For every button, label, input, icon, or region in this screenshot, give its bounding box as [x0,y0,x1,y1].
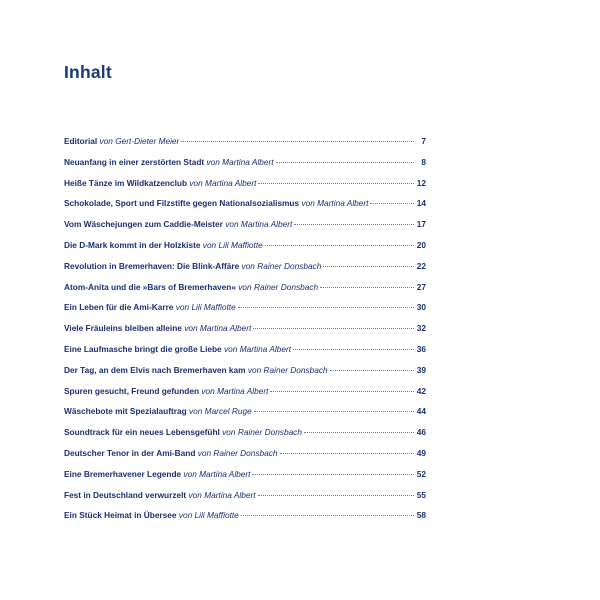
table-of-contents [64,135,426,530]
toc-entry-title: Die D-Mark kommt in der Holzkiste [64,239,201,250]
toc-entry-title: Fest in Deutschland verwurzelt [64,489,187,500]
dot-leader [253,328,414,329]
toc-entry-text [64,281,318,293]
toc-entry-title: Der Tag, an dem Elvis nach Bremerhaven kam [64,364,246,375]
toc-entry[interactable] [64,405,426,426]
toc-entry-text [64,447,278,459]
toc-entry-connector: von [241,260,255,271]
toc-entry-title: Spuren gesucht, Freund gefunden [64,385,200,396]
toc-entry-text [64,322,251,334]
toc-entry[interactable] [64,260,426,281]
toc-entry-text [64,509,239,521]
toc-entry-connector: von [175,302,190,313]
toc-entry[interactable] [64,343,426,364]
toc-entry-title: Vom Wäschejungen zum Caddie-Meister [64,219,223,230]
toc-entry[interactable] [64,509,426,530]
toc-entry-title: Revolution in Bremerhaven: Die Blink-Affäre [64,260,240,271]
dot-leader [238,307,414,308]
toc-entry-title: Neuanfang in einer zerstörten Stadt [64,156,205,167]
toc-entry-connector: von [202,239,217,250]
toc-entry-title: Editorial [64,136,98,146]
toc-entry-author: Martina Albert [317,198,369,209]
toc-entry-text [64,364,328,376]
toc-entry-text [64,301,236,313]
toc-entry-text [64,426,302,438]
toc-entry-author: Marcel Ruge [204,406,252,417]
dot-leader [270,391,413,392]
toc-entry-page-number: 32 [416,323,426,334]
toc-entry-connector: von [201,385,215,396]
toc-entry-text [64,177,256,189]
toc-entry-connector: von [225,219,239,230]
toc-entry-page-number: 17 [416,219,426,230]
toc-entry-page-number: 12 [416,177,426,188]
toc-entry-author: Martina Albert [204,489,256,500]
toc-entry-author: Martina Albert [199,323,252,334]
toc-entry-author: Rainer Donsbach [257,260,322,271]
toc-entry-author: Martina Albert [199,468,251,479]
dot-leader [276,162,414,163]
dot-leader [330,370,414,371]
toc-entry-title: Heiße Tänze im Wildkatzenclub [64,177,188,188]
toc-entry-title: Viele Fräuleins bleiben alleine [64,323,182,334]
toc-entry-page-number: 42 [416,385,426,396]
toc-entry[interactable] [64,281,426,302]
toc-entry-page-number: 14 [416,198,426,209]
dot-leader [241,515,414,516]
toc-entry-author: Martina Albert [240,219,293,230]
dot-leader [258,183,413,184]
toc-entry-text [64,197,368,209]
toc-entry-author: Rainer Donsbach [237,427,302,438]
page-title: Inhalt [64,62,112,82]
toc-entry[interactable] [64,489,426,510]
toc-entry-text [64,260,321,272]
dot-leader [293,349,414,350]
toc-entry-page-number: 7 [421,136,426,146]
toc-entry-connector: von [178,510,193,521]
toc-entry[interactable] [64,197,426,218]
toc-entry-page-number: 27 [416,281,426,292]
toc-entry-page-number: 46 [416,427,426,438]
toc-entry-page-number: 22 [416,260,426,271]
toc-entry-author: Rainer Donsbach [213,447,278,458]
toc-entry-title: Ein Leben für die Ami-Karre [64,302,174,313]
toc-entry-connector: von [301,198,315,209]
toc-entry-title: Eine Laufmasche bringt die große Liebe [64,343,222,354]
toc-entry-connector: von [223,343,238,354]
dot-leader [280,453,414,454]
toc-entry-connector: von [197,447,212,458]
toc-entry-page-number: 52 [416,468,426,479]
toc-entry[interactable] [64,239,426,260]
dot-leader [252,474,413,475]
toc-entry-author: Lili Maffiotte [194,510,239,521]
toc-entry-page-number: 30 [416,302,426,313]
toc-entry-text [64,468,250,480]
toc-entry-text [64,405,252,417]
toc-entry-page-number: 8 [421,156,426,167]
toc-entry-author: Lili Maffiotte [191,302,236,313]
toc-entry-page-number: 39 [416,364,426,375]
dot-leader [304,432,414,433]
dot-leader [294,224,414,225]
toc-entry[interactable] [64,301,426,322]
toc-entry[interactable] [64,426,426,447]
dot-leader [370,203,413,204]
dot-leader [320,287,414,288]
toc-entry-page-number: 49 [416,447,426,458]
dot-leader [254,411,414,412]
toc-entry-connector: von [183,468,197,479]
toc-entry-author: Martina Albert [222,156,274,167]
toc-entry-author: Martina Albert [205,177,257,188]
toc-entry-text [64,343,291,355]
dot-leader [265,245,414,246]
toc-entry[interactable] [64,218,426,239]
toc-entry-author: Lili Maffiotte [218,239,263,250]
toc-entry-title: Deutscher Tenor in der Ami-Band [64,447,196,458]
toc-entry[interactable] [64,364,426,385]
toc-entry-title: Wäschebote mit Spezialauftrag [64,406,187,417]
toc-entry-connector: von [238,281,252,292]
toc-entry[interactable] [64,385,426,406]
toc-entry-title: Ein Stück Heimat in Übersee [64,510,177,521]
toc-entry-author: Rainer Donsbach [253,281,319,292]
toc-entry-page-number: 36 [416,343,426,354]
toc-entry-connector: von [188,406,203,417]
toc-entry-connector: von [222,427,236,438]
toc-entry-page-number: 55 [416,489,426,500]
toc-entry-author: Martina Albert [217,385,269,396]
toc-entry-text [64,239,263,251]
toc-entry-text [64,489,256,501]
toc-entry-connector: von [188,489,202,500]
toc-entry-connector: von [189,177,203,188]
toc-entry-author: Rainer Donsbach [263,364,328,375]
toc-entry[interactable] [64,177,426,198]
toc-entry-text [64,385,268,397]
toc-entry[interactable] [64,322,426,343]
toc-entry-connector: von [184,323,198,334]
toc-entry-title: Eine Bremerhavener Legende [64,468,182,479]
toc-entry-connector: von [247,364,262,375]
toc-entry-text [64,156,274,168]
toc-entry[interactable] [64,135,426,156]
dot-leader [323,266,413,267]
toc-entry-author: Gert-Dieter Meier [115,136,180,146]
toc-entry-page-number: 44 [416,406,426,417]
toc-entry[interactable] [64,447,426,468]
toc-entry-text [64,218,292,230]
dot-leader [181,141,414,142]
toc-entry[interactable] [64,156,426,177]
toc-entry-text [64,135,179,147]
dot-leader [258,495,414,496]
toc-entry-page-number: 20 [416,239,426,250]
toc-entry-title: Schokolade, Sport und Filzstifte gegen Nationalsozialismus [64,198,300,209]
toc-entry-title: Soundtrack für ein neues Lebensgefühl [64,427,220,438]
toc-entry-author: Martina Albert [239,343,292,354]
toc-entry-connector: von [99,136,113,146]
toc-entry-page-number: 58 [416,510,426,521]
toc-entry[interactable] [64,468,426,489]
toc-entry-connector: von [206,156,220,167]
toc-entry-title: Atom-Anita und die »Bars of Bremerhaven« [64,281,236,292]
